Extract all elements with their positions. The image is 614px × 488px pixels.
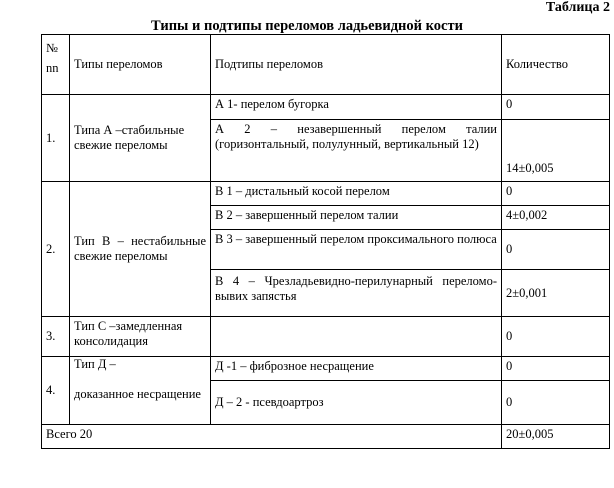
row2-count-c: 0 xyxy=(502,230,610,270)
row4-type xyxy=(70,357,211,425)
row2-num: 2. xyxy=(42,182,70,317)
row1-count-b: 14±0,005 xyxy=(502,120,610,182)
row4-sub-a: Д -1 – фиброзное несращение xyxy=(211,357,502,381)
row3-num: 3. xyxy=(42,317,70,357)
row4-type-line2: доказанное несращение xyxy=(74,387,201,401)
row1-num: 1. xyxy=(42,95,70,182)
header-num xyxy=(42,35,70,95)
row1-type: Типа А –стабильные свежие переломы xyxy=(70,95,211,182)
row2-count-d: 2±0,001 xyxy=(502,270,610,317)
row4-sub-b: Д – 2 - псевдоартроз xyxy=(211,381,502,425)
total-count: 20±0,005 xyxy=(502,425,610,449)
table-row xyxy=(42,182,610,206)
row3-sub xyxy=(211,317,502,357)
row2-count-a: 0 xyxy=(502,182,610,206)
row2-sub-b: В 2 – завершенный перелом талии xyxy=(211,206,502,230)
row1-count-a: 0 xyxy=(502,95,610,120)
row2-count-b: 4±0,002 xyxy=(502,206,610,230)
row3-type: Тип С –замедленная консолидация xyxy=(70,317,211,357)
table-title: Типы и подтипы переломов ладьевидной кости xyxy=(151,18,463,34)
row2-type: Тип В – нестабильные свежие переломы xyxy=(70,182,211,317)
header-count: Количество xyxy=(502,35,610,95)
table-row xyxy=(42,95,610,120)
header-subtypes: Подтипы переломов xyxy=(211,35,502,95)
row3-count: 0 xyxy=(502,317,610,357)
total-row xyxy=(42,425,610,449)
header-num-text: № nn xyxy=(46,41,59,75)
header-row xyxy=(42,35,610,95)
table-row xyxy=(42,357,610,381)
total-label: Всего 20 xyxy=(42,425,502,449)
row4-count-b: 0 xyxy=(502,381,610,425)
row2-sub-a: В 1 – дистальный косой перелом xyxy=(211,182,502,206)
row2-sub-c: В 3 – завершенный перелом проксимального полюса xyxy=(211,230,502,270)
row4-count-a: 0 xyxy=(502,357,610,381)
row2-sub-d: В 4 – Чрезладьевидно-перилунарный переломо-вывих запястья xyxy=(211,270,502,317)
row1-sub-b: А 2 – незавершенный перелом талии (горизонтальный, полулунный, вертикальный 12) xyxy=(211,120,502,182)
table-number: Таблица 2 xyxy=(545,0,610,15)
header-types: Типы переломов xyxy=(70,35,211,95)
row4-num: 4. xyxy=(42,357,70,425)
fracture-types-table xyxy=(41,34,610,449)
table-row xyxy=(42,317,610,357)
row4-type-line1: Тип Д – xyxy=(74,357,116,371)
row1-sub-a: А 1- перелом бугорка xyxy=(211,95,502,120)
